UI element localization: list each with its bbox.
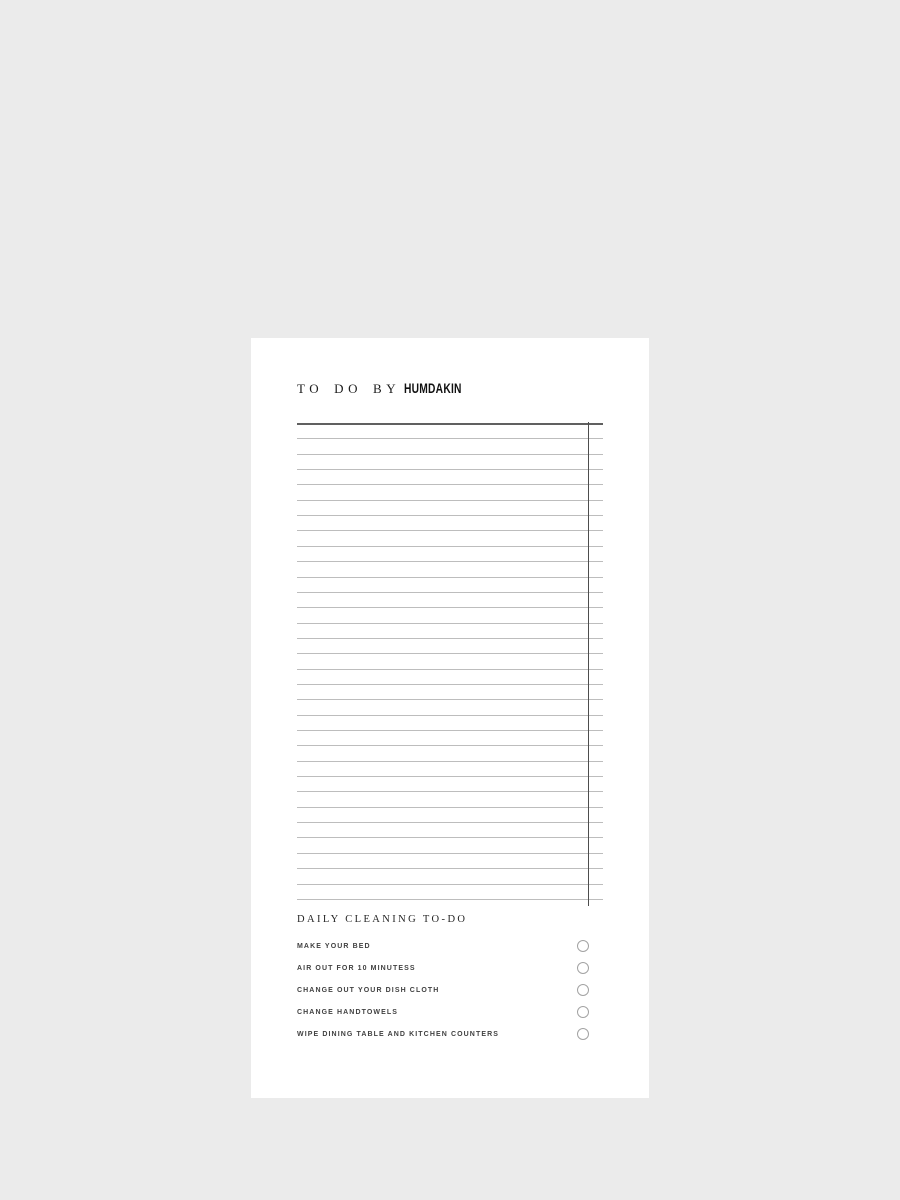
ruled-line [297,868,603,869]
right-margin-line [588,422,589,906]
ruled-line [297,761,603,762]
ruled-line [297,807,603,808]
ruled-line [297,592,603,593]
checklist-row [297,1001,589,1023]
checkbox-circle-icon [577,940,589,952]
ruled-line [297,423,603,425]
ruled-line [297,438,603,439]
ruled-line [297,899,603,900]
ruled-line [297,822,603,823]
ruled-line [297,469,603,470]
ruled-line [297,623,603,624]
checklist-row [297,935,589,957]
notepad-sheet [251,338,649,1098]
checkbox-circle-icon [577,1006,589,1018]
ruled-line [297,837,603,838]
ruled-line [297,653,603,654]
ruled-line [297,515,603,516]
ruled-line [297,454,603,455]
ruled-line [297,776,603,777]
checklist-item-label: AIR OUT FOR 10 MINUTESS [297,964,416,972]
ruled-line [297,745,603,746]
checkbox-circle-icon [577,1028,589,1040]
checkbox-circle-icon [577,984,589,996]
ruled-line [297,638,603,639]
notepad-header [297,381,480,396]
checklist [297,935,589,1045]
ruled-line [297,577,603,578]
ruled-line [297,561,603,562]
ruled-line [297,715,603,716]
ruled-line [297,791,603,792]
brand-prefix-text: TO DO BY [297,381,401,396]
brand-logo-text: HUMDAKIN [404,381,462,396]
ruled-line [297,853,603,854]
checklist-row [297,1023,589,1045]
checklist-row [297,957,589,979]
checklist-item-label: WIPE DINING TABLE AND KITCHEN COUNTERS [297,1030,500,1038]
ruled-line [297,669,603,670]
checklist-row [297,979,589,1001]
ruled-line [297,500,603,501]
ruled-line [297,484,603,485]
checklist-item-label: CHANGE OUT YOUR DISH CLOTH [297,986,440,994]
checklist-item-label: CHANGE HANDTOWELS [297,1008,399,1016]
checklist-item-label: MAKE YOUR BED [297,942,371,950]
ruled-line [297,530,603,531]
ruled-lines [297,423,603,900]
ruled-line [297,884,603,885]
ruled-line [297,684,603,685]
section-title: DAILY CLEANING TO-DO [297,914,468,925]
ruled-line [297,607,603,608]
ruled-line [297,699,603,700]
ruled-line [297,730,603,731]
checkbox-circle-icon [577,962,589,974]
ruled-line [297,546,603,547]
